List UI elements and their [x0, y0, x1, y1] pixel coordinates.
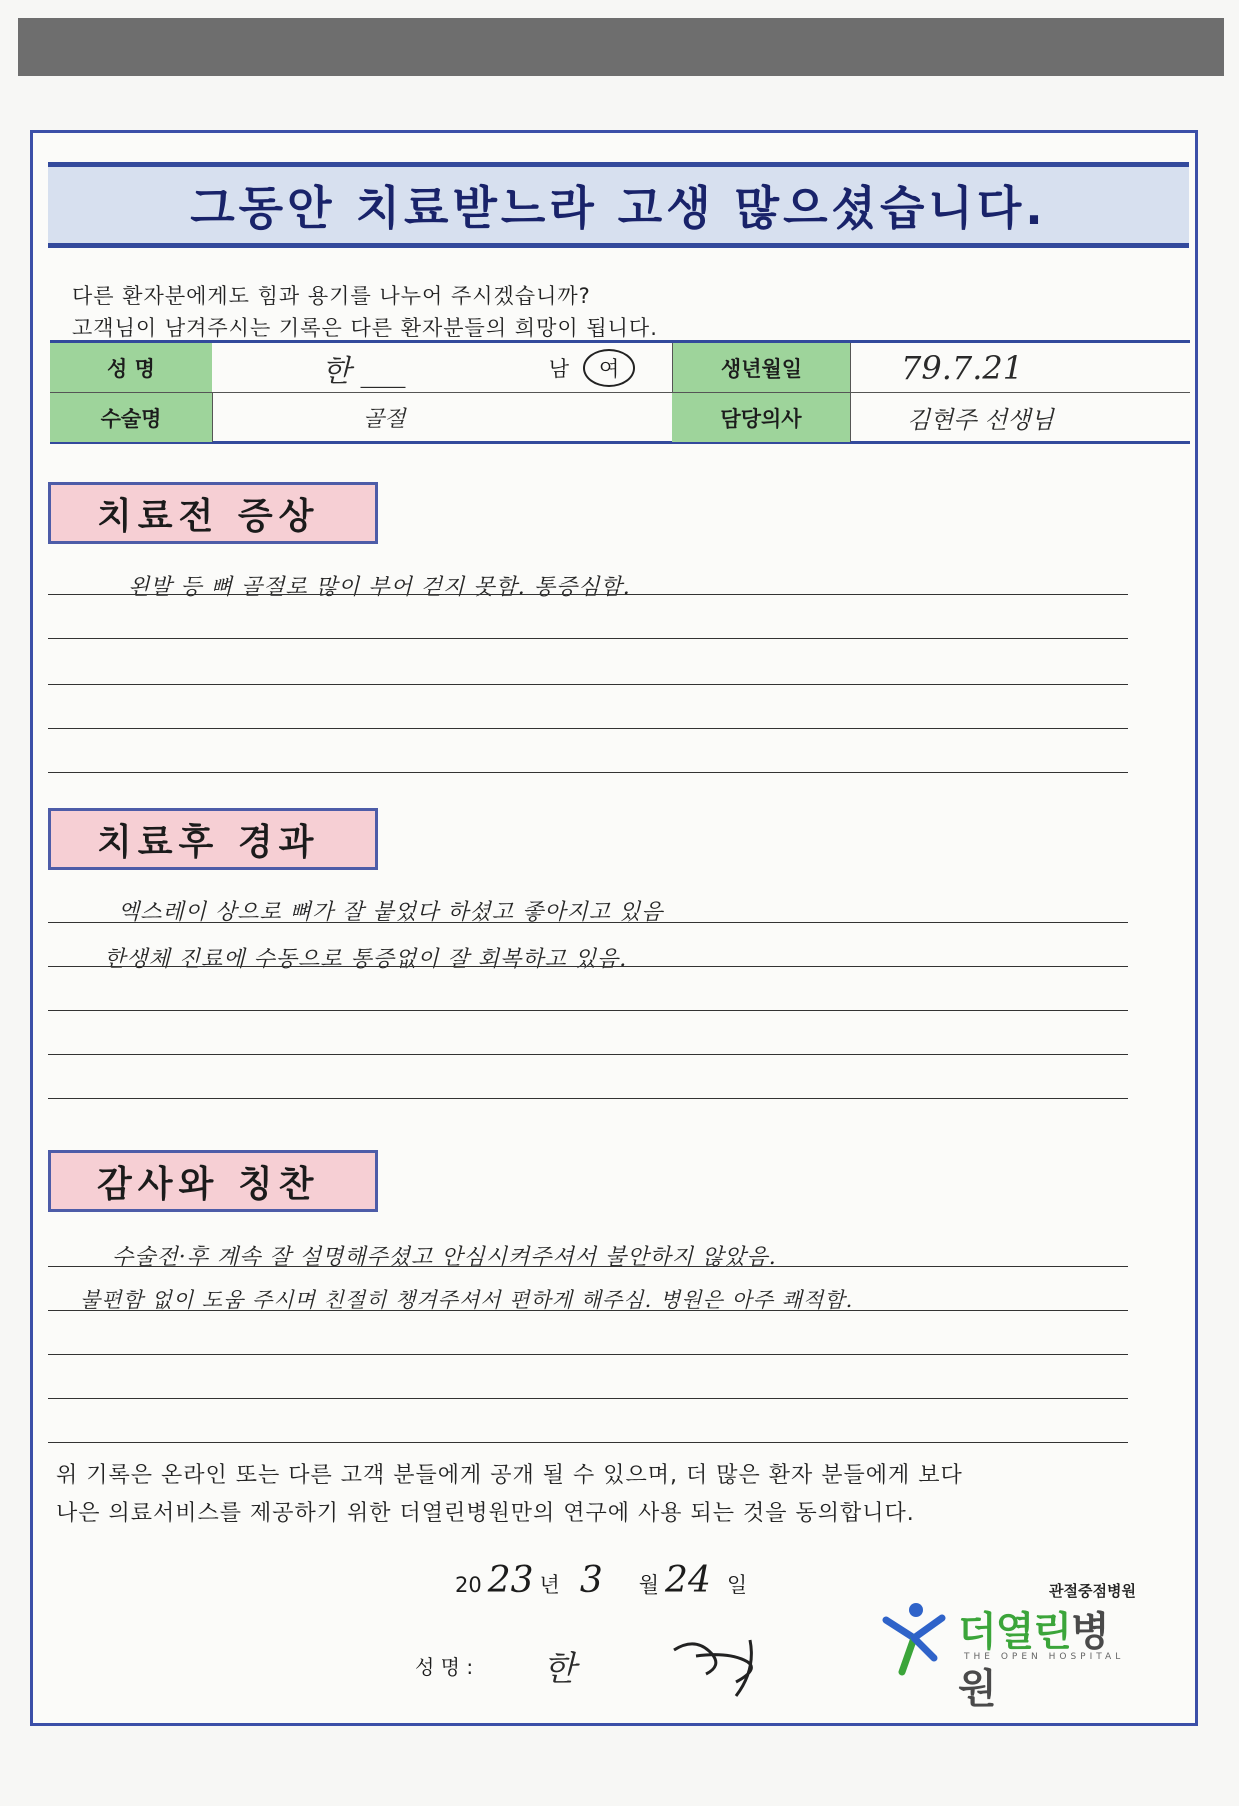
ruled-line — [48, 728, 1128, 729]
ruled-line — [48, 1098, 1128, 1099]
ruled-line — [48, 1010, 1128, 1011]
surgery-value: 골절 — [212, 393, 672, 442]
patient-info-table — [50, 340, 1190, 444]
info-row-1 — [50, 343, 1190, 393]
logo-figure-icon — [880, 1598, 954, 1678]
doctor-label: 담당의사 — [672, 393, 850, 442]
birth-value: 79.7.21 — [850, 343, 1190, 392]
consent-line-2: 나은 의료서비스를 제공하기 위한 더열린병원만의 연구에 사용 되는 것을 동의합니다. — [56, 1501, 915, 1526]
ruled-line — [48, 772, 1128, 773]
scan-header-bar — [18, 18, 1224, 76]
section-after-label: 치료후 경과 — [48, 808, 378, 870]
birth-label: 생년월일 — [672, 343, 850, 392]
ruled-line — [48, 684, 1128, 685]
before-text-line-1: 왼발 등 뼈 골절로 많이 부어 걷지 못함. 통증심함. — [128, 575, 631, 600]
ruled-line — [48, 1354, 1128, 1355]
date-year-hand: 23 — [487, 1560, 534, 1601]
gender-field — [512, 343, 672, 392]
form-title: 그동안 치료받느라 고생 많으셨습니다. — [190, 181, 1047, 235]
ruled-line — [48, 594, 1128, 595]
date-day-hand: 24 — [665, 1560, 711, 1601]
section-before-label: 치료전 증상 — [48, 482, 378, 544]
hospital-logo — [880, 1580, 1140, 1712]
ruled-line — [48, 638, 1128, 639]
signature-name-hand: 한 — [543, 1648, 576, 1689]
intro-line-1: 다른 환자분에게도 힘과 용기를 나누어 주시겠습니까? — [72, 284, 591, 308]
handwritten-signature — [666, 1630, 786, 1700]
name-value: 한 ___ — [322, 353, 406, 389]
logo-tagline: 관절중점병원 — [1049, 1582, 1136, 1600]
name-label: 성 명 — [50, 343, 212, 392]
date-month-hand: 3 — [579, 1560, 603, 1601]
ruled-line — [48, 1054, 1128, 1055]
ruled-line — [48, 1310, 1128, 1311]
logo-name-prefix: 더열린 — [958, 1609, 1071, 1655]
consent-line-1: 위 기록은 온라인 또는 다른 고객 분들에게 공개 될 수 있으며, 더 많은 환자 분들에게 보다 — [56, 1463, 963, 1488]
logo-subtitle: THE OPEN HOSPITAL — [964, 1652, 1125, 1662]
after-text-line-1: 엑스레이 상으로 뼈가 잘 붙었다 하셨고 좋아지고 있음 — [118, 900, 664, 925]
date-year-label: 년 — [539, 1573, 560, 1597]
ruled-line — [48, 966, 1128, 967]
ruled-line — [48, 1398, 1128, 1399]
doctor-value: 김현주 선생님 — [850, 393, 1190, 442]
signature-label: 성 명 : — [415, 1654, 474, 1679]
date-year-prefix: 20 — [455, 1573, 482, 1597]
ruled-line — [48, 922, 1128, 923]
ruled-line — [48, 1442, 1128, 1443]
title-band — [48, 162, 1189, 248]
section-thanks-label: 감사와 칭찬 — [48, 1150, 378, 1212]
surgery-label: 수술명 — [50, 393, 212, 442]
thanks-text-line-1: 수술전·후 계속 잘 설명해주셨고 안심시켜주셔서 불안하지 않았음. — [112, 1245, 777, 1270]
signature-row — [415, 1630, 786, 1700]
logo-name-suffix: 병원 — [958, 1609, 1109, 1712]
date-row — [455, 1560, 747, 1601]
gender-female-circled: 여 — [583, 349, 635, 387]
after-text-line-2: 한생체 진료에 수동으로 통증없이 잘 회복하고 있음. — [104, 947, 628, 972]
ruled-line — [48, 1266, 1128, 1267]
date-month-label: 월 — [638, 1573, 660, 1597]
gender-male: 남 — [548, 356, 569, 381]
date-day-label: 일 — [726, 1573, 748, 1597]
thanks-text-line-2: 불편함 없이 도움 주시며 친절히 챙겨주셔서 편하게 해주심. 병원은 아주 쾌적함. — [80, 1288, 854, 1312]
info-row-2 — [50, 393, 1190, 442]
intro-line-2: 고객님이 남겨주시는 기록은 다른 환자분들의 희망이 됩니다. — [72, 316, 658, 340]
